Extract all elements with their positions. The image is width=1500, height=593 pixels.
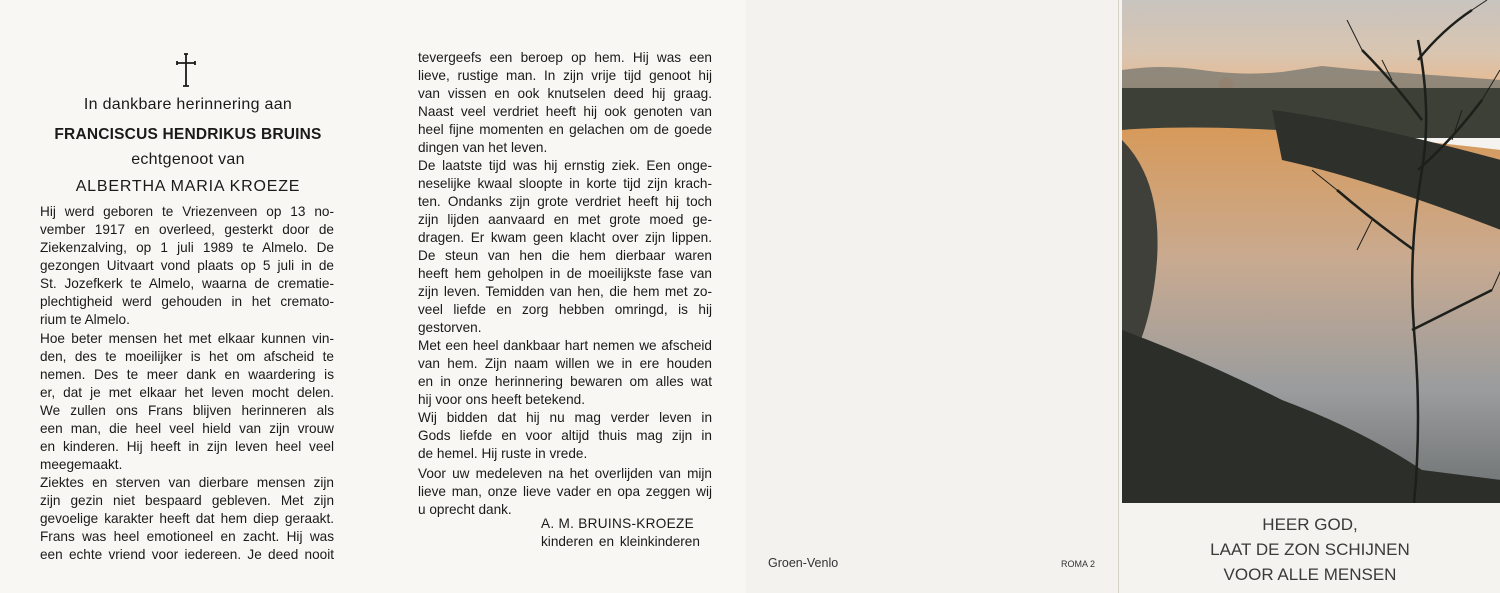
- printer-name: Groen-Venlo: [768, 556, 839, 570]
- text-line: en kinderen. Hij heeft in zijn leven heel veel: [40, 439, 334, 454]
- text-line: Met een heel dankbaar hart nemen we afscheid: [418, 338, 712, 353]
- text-line: Gods liefde en voor altijd thuis mag zijn in: [418, 428, 712, 443]
- text-line: Wij bidden dat hij nu mag verder leven in: [418, 410, 712, 425]
- text-line: van vissen en ook knutselen deed hij graag.: [418, 86, 712, 101]
- text-line: veel liefde en zorg hebben omringd, is hij: [418, 302, 712, 317]
- text-line: lieve man, onze lieve vader en opa zeggen wij: [418, 484, 712, 499]
- text-line: dingen van het leven.: [418, 140, 548, 155]
- text-line: nemen. Des te meer dank en waardering is: [40, 367, 334, 382]
- relation-line: echtgenoot van: [131, 151, 245, 168]
- text-line: De steun van hen die hem dierbaar waren: [418, 248, 712, 263]
- text-line: er, dat je met elkaar het leven mocht delen.: [40, 385, 334, 400]
- text-line: u oprecht dank.: [418, 502, 512, 517]
- text-line: heel fijne momenten en gelachen om de goede: [418, 122, 712, 137]
- caption-line-1: HEER GOD,: [1262, 515, 1358, 534]
- signature-name: A. M. BRUINS-KROEZE: [541, 516, 694, 531]
- text-line: gezongen Uitvaart vond plaats op 5 juli in de: [40, 258, 334, 273]
- text-line: lieve, rustige man. In zijn vrije tijd genoot hij: [418, 68, 712, 83]
- text-line: De laatste tijd was hij ernstig ziek. Een onge-: [418, 158, 712, 173]
- text-line: Naast veel verdriet heeft hij ook genoten van: [418, 104, 712, 119]
- signature-family: kinderen en kleinkinderen: [541, 534, 700, 549]
- text-line: We zullen ons Frans blijven herinneren als: [40, 403, 334, 418]
- continuation-text: [418, 49, 712, 463]
- memorial-paragraph: [40, 330, 334, 564]
- text-line: meegemaakt.: [40, 457, 123, 472]
- biography-paragraph: [40, 203, 334, 329]
- photo-panel: [1118, 0, 1500, 593]
- text-line: Frans was heel emotioneel en zacht. Hij was: [40, 529, 334, 544]
- text-line: den, des te moeilijker is het om afscheid te: [40, 349, 334, 364]
- cross-icon: [173, 52, 199, 88]
- text-line: gevoelige karakter heeft dat hem diep geraakt.: [40, 511, 334, 526]
- caption-line-2: LAAT DE ZON SCHIJNEN: [1210, 540, 1410, 559]
- back-panel: [746, 0, 1118, 593]
- text-line: Ziektes en sterven van dierbare mensen zijn: [40, 475, 334, 490]
- deceased-name: FRANCISCUS HENDRIKUS BRUINS: [54, 126, 322, 143]
- text-line: hij voor ons heeft betekend.: [418, 392, 586, 407]
- text-line: van hem. Zijn naam willen we in ere houden: [418, 356, 712, 371]
- middle-panel: [376, 0, 746, 593]
- text-line: vember 1917 en overleed, gesterkt door de: [40, 222, 334, 237]
- text-line: de hemel. Hij ruste in vrede.: [418, 446, 588, 461]
- text-line: zijn lijden aanvaard en met grote moed ge-: [418, 212, 712, 227]
- caption-line-3: VOOR ALLE MENSEN: [1223, 565, 1397, 584]
- spouse-name: ALBERTHA MARIA KROEZE: [75, 178, 301, 195]
- text-line: een echte vriend voor iedereen. Je deed nooit: [40, 547, 334, 562]
- text-line: Voor uw medeleven na het overlijden van mijn: [418, 466, 712, 481]
- text-line: gestorven.: [418, 320, 482, 335]
- text-line: St. Jozefkerk te Almelo, waarna de crematie-: [40, 276, 334, 291]
- thanks-paragraph: [418, 465, 712, 519]
- text-line: ten. Ondanks zijn grote verdriet heeft hij toch: [418, 194, 712, 209]
- text-line: heeft hem geholpen in de moeilijkste fase van: [418, 266, 712, 281]
- text-line: tevergeefs een beroep op hem. Hij was een: [418, 50, 712, 65]
- left-panel: [0, 0, 377, 593]
- text-line: een man, die heel veel hield van zijn vrouw: [40, 421, 334, 436]
- text-line: zijn leven. Temidden van hen, die hem met zo-: [418, 284, 712, 299]
- sunset-river-photo: [1122, 0, 1500, 503]
- text-line: zijn gezin niet bespaard gebleven. Met zijn: [40, 493, 334, 508]
- text-line: Hij werd geboren te Vriezenveen op 13 no-: [40, 204, 334, 219]
- text-line: neselijke kwaal sloopte in korte tijd zijn krach-: [418, 176, 712, 191]
- text-line: Ziekenzalving, op 1 juli 1989 te Almelo. De: [40, 240, 334, 255]
- text-line: rium te Almelo.: [40, 312, 130, 327]
- text-line: en in onze herinnering bewaren om alles wat: [418, 374, 712, 389]
- heading: In dankbare herinnering aan: [83, 96, 293, 113]
- text-line: plechtigheid werd gehouden in het cremato-: [40, 294, 334, 309]
- text-line: dragen. Er kwam geen klacht over zijn lippen.: [418, 230, 712, 245]
- card-code: ROMA 2: [1061, 559, 1096, 569]
- text-line: Hoe beter mensen het met elkaar kunnen vin-: [40, 331, 334, 346]
